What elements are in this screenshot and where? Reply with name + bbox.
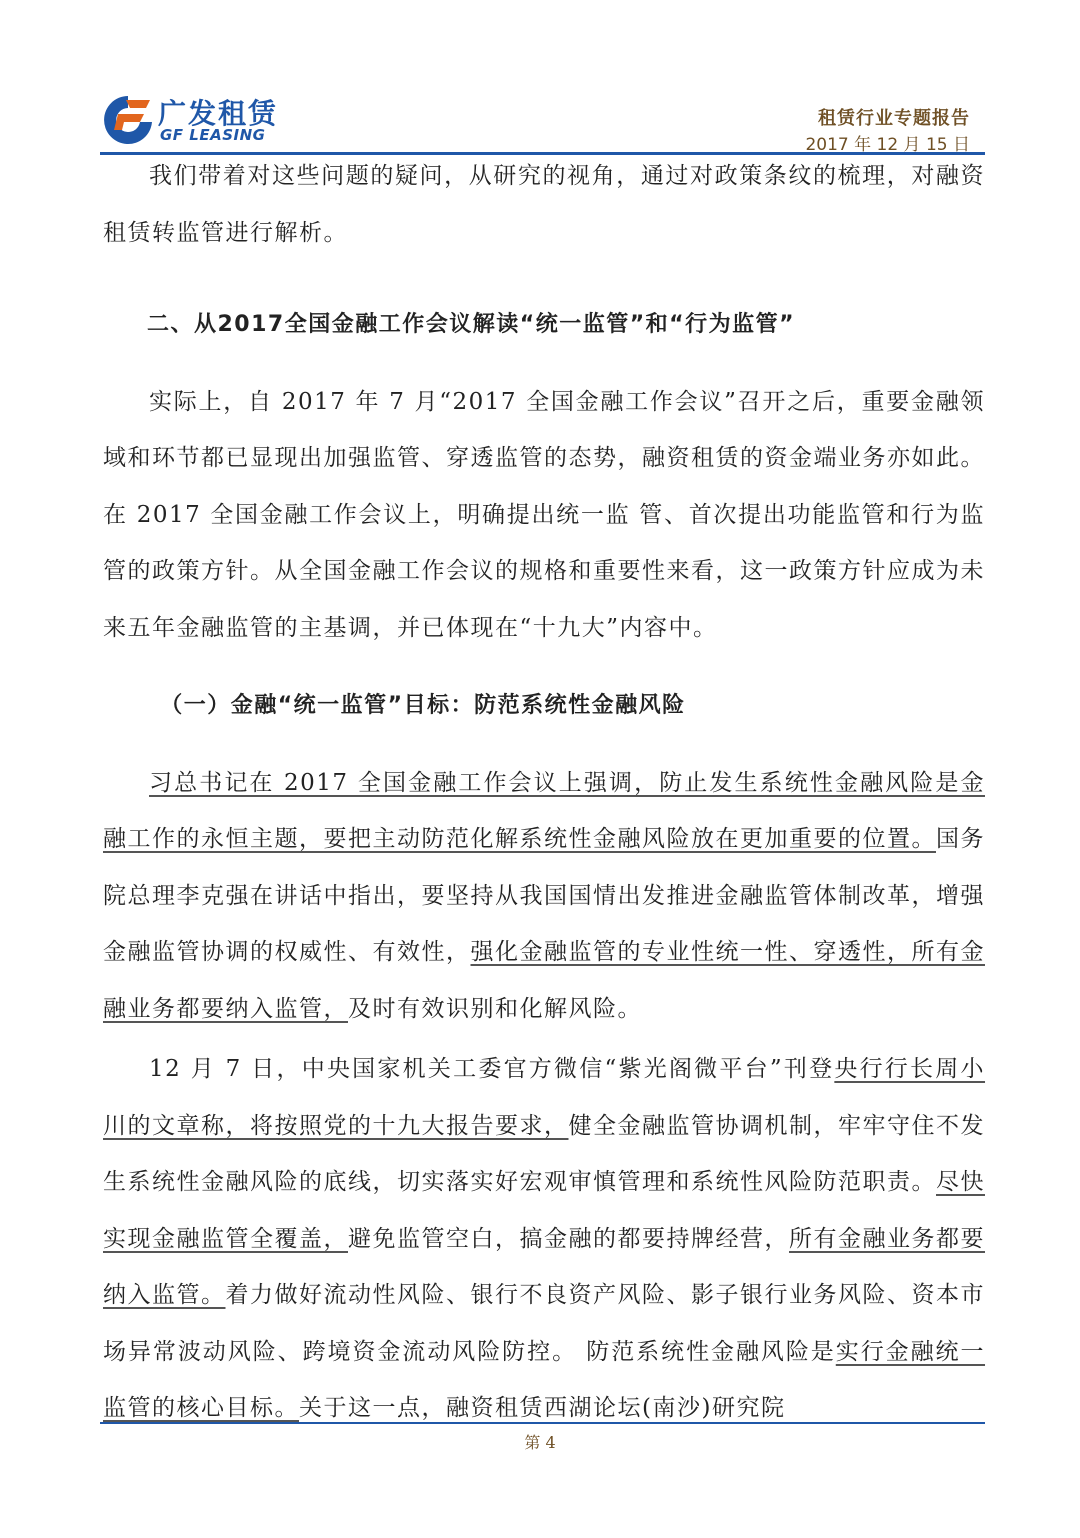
underlined-text: 央行行长周小川的文章称，将按照党的十九大报告要求， [103, 1056, 986, 1139]
logo-english-text: GF LEASING [160, 126, 266, 144]
document-body [103, 148, 985, 1437]
underlined-text: 所有金融业务都要纳入监管。 [103, 1225, 985, 1308]
paragraph-intro: 我们带着对这些问题的疑问，从研究的视角，通过对政策条纹的梳理，对融资租赁转监管进行解析。 [103, 163, 985, 246]
logo-chinese-text: 广发租赁 [158, 97, 279, 130]
paragraph-zhou-article [103, 1041, 985, 1437]
subsection-heading: （一）金融“统一监管”目标：防范系统性金融风险 [160, 693, 686, 718]
paragraph-conference: 实际上，自 2017 年 7 月“2017 全国金融工作会议”召开之后，重要金融领域和环节都已显现出加强监管、穿透监管的态势，融资租赁的资金端业务亦如此。在 2017 全国金融工作会议上，明确提出统一监 管、首次提出功能监管和行为监管的政策方针。从全国金融工作会议的规格和重要性来看，这一政策方针应成为未来五年金融监管的主基调，并已体现在“十九大”内容中。 [103, 388, 985, 641]
underlined-text: 习总书记在 2017 全国金融工作会议上强调，防止发生系统性金融风险是金融工作的永恒主题，要把主动防范化解系统性金融风险放在更加重要的位置。 [103, 769, 985, 852]
body-text: 避免监管空白，搞金融的都要持牌经营， [348, 1225, 789, 1252]
footer-divider [100, 1422, 985, 1424]
page-number: 第 4 [524, 1433, 556, 1452]
report-title: 租赁行业专题报告 [818, 108, 970, 129]
page-header [0, 0, 1080, 160]
report-date: 2017 年 12 月 15 日 [805, 135, 970, 155]
body-text: 关于这一点，融资租赁西湖论坛(南沙)研究院 [299, 1395, 786, 1421]
body-text: 国务院总理李克强在讲话中指出，要坚持从我国国情出发推进金融监管体制改革，增强金融监管协调的权威性、有效性， [103, 826, 985, 965]
gf-leasing-logo [100, 90, 300, 150]
paragraph-xi-remarks [103, 755, 985, 1038]
underlined-text: 强化金融监管的专业性统一性、穿透性，所有金融业务都要纳入监管， [103, 939, 985, 1022]
section-heading: 二、从2017全国金融工作会议解读“统一监管”和“行为监管” [147, 312, 796, 337]
body-text: 着力做好流动性风险、银行不良资产风险、影子银行业务风险、资本市场异常波动风险、跨境资金流动风险防控。 防范系统性金融风险是 [103, 1282, 985, 1365]
body-text: 及时有效识别和化解风险。 [348, 995, 642, 1022]
underlined-text: 实行金融统一监管的核心目标。 [103, 1338, 986, 1421]
body-text: 12 月 7 日，中央国家机关工委官方微信“紫光阁微平台”刊登 [149, 1056, 835, 1082]
body-text: 健全金融监管协调机制，牢牢守住不发生系统性金融风险的底线，切实落实好宏观审慎管理和系统性风险防范职责。 [103, 1112, 985, 1195]
underlined-text: 尽快实现金融监管全覆盖， [103, 1169, 985, 1252]
gf-logo-icon [100, 92, 156, 146]
